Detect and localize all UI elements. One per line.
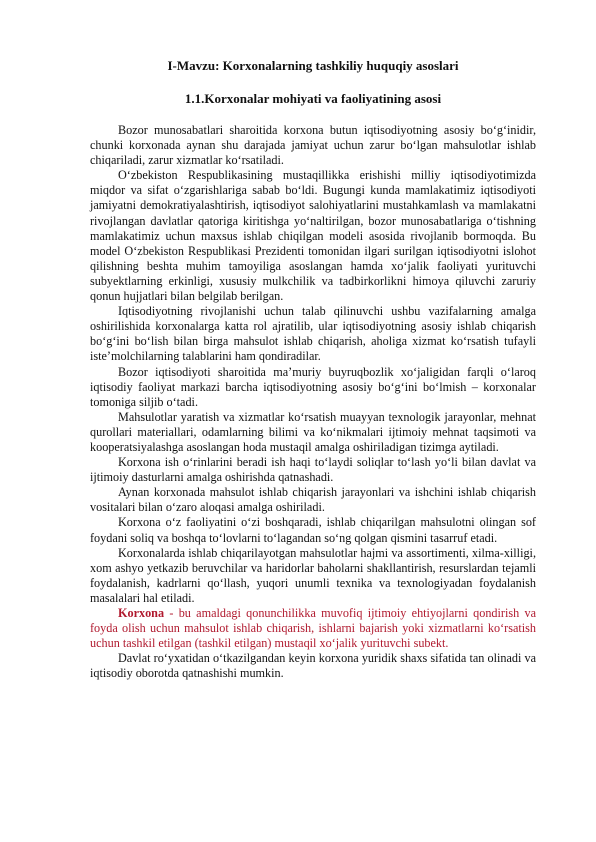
paragraph: Iqtisodiyotning rivojlanishi uchun talab qilinuvchi ushbu vazifalarning amalga oshirilishida korxonalarga katta rol ajratilib, ular iqtisodiyotning asosiy ishlab chiqarish bo‘g‘ini bo‘lish bilan birga mahsulot ishlab chiqarish, aholiga xizmat ko‘rsatish tufayli iste’molchilarning talablarini ham qondiradilar. — [90, 304, 536, 364]
section-subtitle: 1.1.Korxonalar mohiyati va faoliyatining asosi — [184, 91, 442, 106]
definition-text: - bu amaldagi qonunchilikka muvofiq ijtimoiy ehtiyojlarni qondirish va foyda olish uchun mahsulot ishlab chiqarish, ishlarni bajarish yoki xizmatlarni ko‘rsatish uchun tashkil etilgan (tashkil etilgan) mustaqil xo‘jalik yurituvchi subekt. — [90, 606, 536, 651]
document-title: I-Mavzu: Korxonalarning tashkiliy huquqiy asoslari — [167, 58, 459, 73]
paragraph: Bozor iqtisodiyoti sharoitida ma’muriy buyruqbozlik xo‘jaligidan farqli o‘laroq iqtisodiy faoliyat markazi barcha iqtisodiyotning asosiy bo‘g‘ini bo‘lmish – korxonalar tomoniga siljib o‘tadi. — [90, 364, 536, 409]
paragraph: Aynan korxonada mahsulot ishlab chiqarish jarayonlari va ishchini ishlab chiqarish vositalari bilan o‘zaro aloqasi amalga oshiriladi. — [90, 485, 536, 515]
definition-paragraph — [90, 606, 536, 651]
paragraph: O‘zbekiston Respublikasining mustaqillikka erishishi milliy iqtisodiyotimizda miqdor va sifat o‘zgarishlariga sabab bo‘ldi. Bugungi kunda mamlakatimiz iqtisodiyoti jamiyatni demokratiyalashtirish, iqtisodiyot salohiyatlarini mustahkamlash va mamlakatni rivojlangan davlatlar qatoriga kiritishga yo‘naltirilgan, bozor munosabatlariga o‘tishning mamlakatimiz uchun maxsus ishlab chiqilgan modeli asosida rivojlanib bormoqda. Bu model O‘zbekiston Respublikasi Prezidenti tomonidan ilgari surilgan iqtisodiyotni islohot qilishning beshta muhim tamoyiliga asoslangan hamda xo‘jalik faoliyati yurituvchi subyektlarning erkinligi, xususiy mulkchilik va tadbirkorlikni himoya qiluvchi zaruriy qonun hujjatlari bilan belgilab berilgan. — [90, 168, 536, 304]
closing-paragraph: Davlat ro‘yxatidan o‘tkazilgandan keyin korxona yuridik shaxs sifatida tan olinadi va iqtisodiy oborotda qatnashishi mumkin. — [90, 651, 536, 681]
paragraph: Bozor munosabatlari sharoitida korxona butun iqtisodiyotning asosiy bo‘g‘inidir, chunki korxonada aynan shu darajada jamiyat uchun zarur bo‘lgan mahsulotlar ishlab chiqariladi, zarur xizmatlar ko‘rsatiladi. — [90, 123, 536, 168]
definition-term: Korxona — [118, 606, 165, 620]
paragraph: Korxonalarda ishlab chiqarilayotgan mahsulotlar hajmi va assortimenti, xilma-xilligi, xom ashyo yetkazib beruvchilar va haridorlar baholarni shakllantirish, resurslardan tejamli foydalanish, kadrlarni qo‘llash, yuqori unumli texnika va texnologiyadan foydalanish masalalari hal etiladi. — [90, 545, 536, 605]
paragraph: Korxona o‘z faoliyatini o‘zi boshqaradi, ishlab chiqarilgan mahsulotni olingan sof foydani soliq va boshqa to‘lovlarni to‘lagandan so‘ng qolgan qismini tasarruf etadi. — [90, 515, 536, 545]
paragraph: Mahsulotlar yaratish va xizmatlar ko‘rsatish muayyan texnologik jarayonlar, mehnat qurollari materiallari, odamlarning bilimi va ko‘nikmalari ijtimoiy mehnat taqsimoti va kooperatsiyalashga asoslangan hoda mustaqil amalga oshiriladigan tizimga aytiladi. — [90, 409, 536, 454]
paragraph: Korxona ish o‘rinlarini beradi ish haqi to‘laydi soliqlar to‘lash yo‘li bilan davlat va ijtimoiy dasturlarni amalga oshirishda qatnashadi. — [90, 455, 536, 485]
